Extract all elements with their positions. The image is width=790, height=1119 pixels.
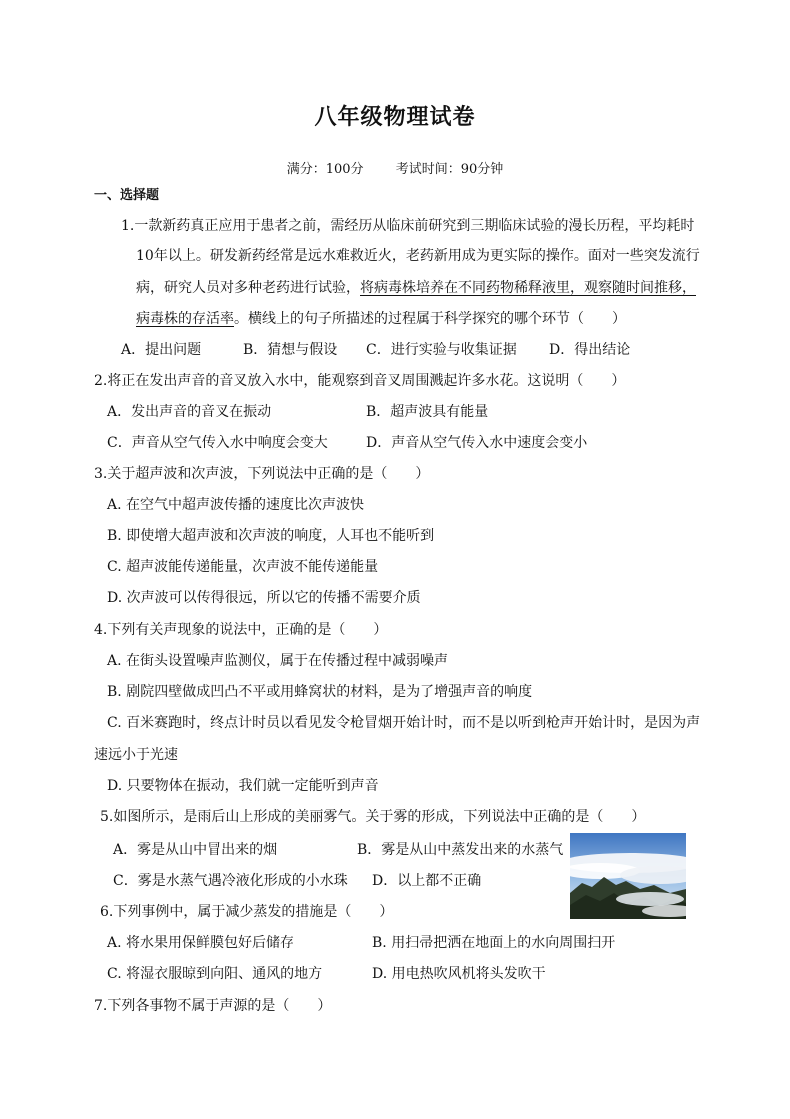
q3-option-c: C. 超声波能传递能量，次声波不能传递能量 <box>107 559 379 575</box>
q1-line-1: 1.一款新药真正应用于患者之前，需经历从临床前研究到三期临床试验的漫长历程，平均耗时 <box>121 218 695 234</box>
q1-option-a: A．提出问题 <box>121 342 202 358</box>
q5-option-c: C．雾是水蒸气遇冷液化形成的小水珠 <box>113 873 348 889</box>
q3-stem: 3.关于超声波和次声波，下列说法中正确的是（ ） <box>94 466 430 482</box>
q1-option-c: C．进行实验与收集证据 <box>366 342 517 358</box>
q1-option-d: D．得出结论 <box>549 342 631 358</box>
q5-option-b: B．雾是从山中蒸发出来的水蒸气 <box>357 842 564 858</box>
q2-option-a: A．发出声音的音叉在振动 <box>107 404 272 420</box>
q1-line-2: 10年以上。研发新药经常是远水难救近火，老药新用成为更实际的操作。面对一些突发流行 <box>136 248 700 264</box>
q1-option-b: B．猜想与假设 <box>243 342 338 358</box>
q6-option-d: D. 用电热吹风机将头发吹干 <box>372 966 546 982</box>
q6-option-c: C. 将湿衣服晾到向阳、通风的地方 <box>107 966 323 982</box>
q2-stem: 2.将正在发出声音的音叉放入水中，能观察到音叉周围溅起许多水花。这说明（ ） <box>94 373 626 389</box>
q6-stem: 6.下列事例中，属于减少蒸发的措施是（ ） <box>100 904 394 920</box>
page-title: 八年级物理试卷 <box>314 105 476 130</box>
full-score: 满分：100分 <box>286 162 364 177</box>
q2-option-d: D．声音从空气传入水中速度会变小 <box>366 435 588 451</box>
q5-option-a: A．雾是从山中冒出来的烟 <box>113 842 278 858</box>
q1-line-3 <box>136 278 696 298</box>
q2-option-b: B．超声波具有能量 <box>366 404 489 420</box>
q6-option-b: B. 用扫帚把洒在地面上的水向周围扫开 <box>372 935 616 951</box>
q3-option-a: A. 在空气中超声波传播的速度比次声波快 <box>107 497 365 513</box>
exam-time: 考试时间：90分钟 <box>395 162 504 177</box>
q4-option-c-cont: 速远小于光速 <box>94 747 178 763</box>
exam-meta <box>0 158 790 177</box>
q1-line-4-text: 。横线上的句子所描述的过程属于科学探究的哪个环节（ ） <box>234 311 626 327</box>
q1-line-3-text: 病，研究人员对多种老药进行试验， <box>136 280 360 296</box>
q1-underlined-text-2: 病毒株的存活率 <box>136 311 234 327</box>
q5-stem: 5.如图所示，是雨后山上形成的美丽雾气。关于雾的形成，下列说法中正确的是（ ） <box>100 809 646 825</box>
q3-option-d: D. 次声波可以传得很远，所以它的传播不需要介质 <box>107 590 421 606</box>
q4-option-d: D. 只要物体在振动，我们就一定能听到声音 <box>107 778 379 794</box>
q2-option-c: C．声音从空气传入水中响度会变大 <box>107 435 328 451</box>
q1-underlined-text-1: 将病毒株培养在不同药物稀释液里，观察随时间推移， <box>360 280 696 296</box>
q6-option-a: A. 将水果用保鲜膜包好后储存 <box>107 935 295 951</box>
q4-option-a: A. 在街头设置噪声监测仪，属于在传播过程中减弱噪声 <box>107 653 449 669</box>
q1-line-4 <box>136 309 626 329</box>
q4-stem: 4.下列有关声现象的说法中，正确的是（ ） <box>94 622 388 638</box>
fog-mountain-illustration <box>570 833 686 919</box>
fog-mountain-image <box>570 833 686 919</box>
q4-option-c: C. 百米赛跑时，终点计时员以看见发令枪冒烟开始计时，而不是以听到枪声开始计时，是因为声 <box>107 715 701 731</box>
q4-option-b: B. 剧院四壁做成凹凸不平或用蜂窝状的材料，是为了增强声音的响度 <box>107 684 533 700</box>
q3-option-b: B. 即使增大超声波和次声波的响度，人耳也不能听到 <box>107 528 435 544</box>
q5-option-d: D．以上都不正确 <box>372 873 482 889</box>
section-heading: 一、选择题 <box>94 188 160 203</box>
q7-stem: 7.下列各事物不属于声源的是（ ） <box>94 998 332 1014</box>
